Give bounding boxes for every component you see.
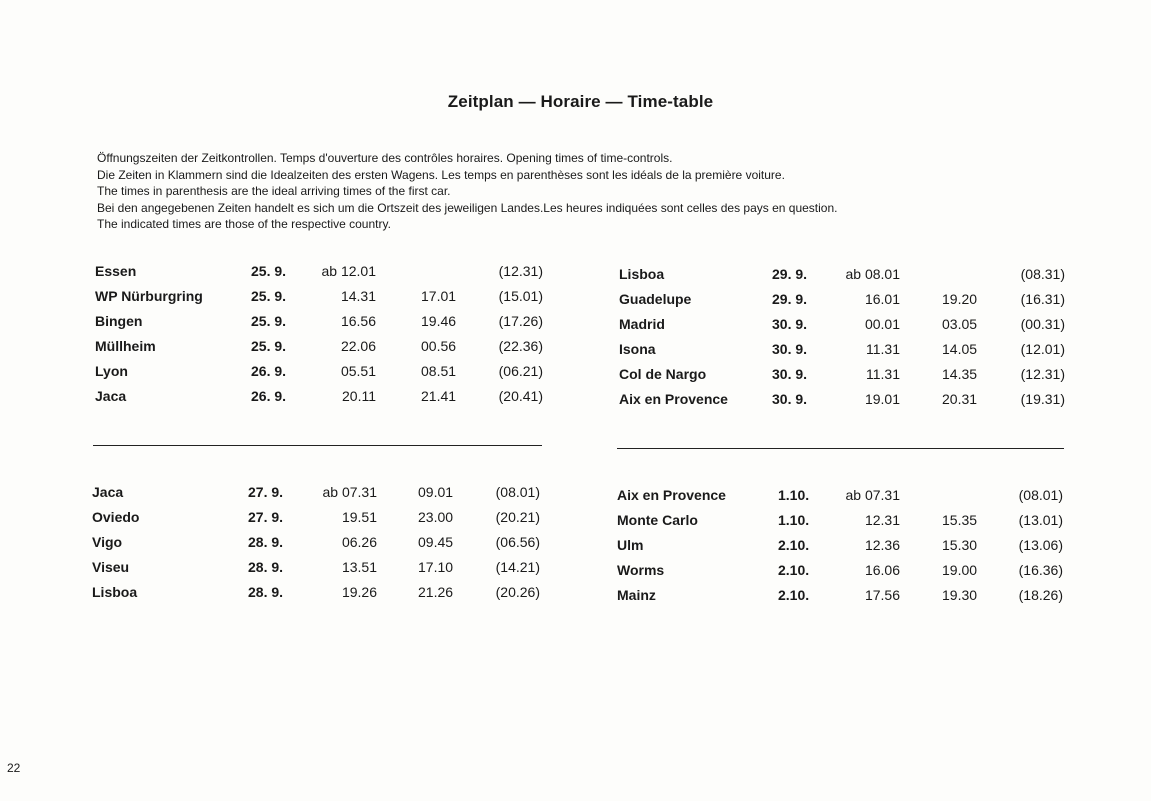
place-name: Lisboa — [92, 584, 138, 600]
date: 28. 9. — [248, 559, 284, 575]
close-time: 15.35 — [942, 512, 978, 528]
place-name: Guadelupe — [619, 291, 692, 307]
place-name: Worms — [617, 562, 665, 578]
ideal-time: (12.31) — [498, 263, 543, 279]
timetable-bottom-left — [92, 484, 552, 609]
ideal-time: (20.26) — [495, 584, 540, 600]
date: 25. 9. — [251, 263, 287, 279]
place-name: Müllheim — [95, 338, 156, 354]
ideal-time: (08.01) — [495, 484, 540, 500]
timetable-bottom-right — [617, 487, 1077, 612]
open-time: 13.51 — [341, 559, 377, 575]
date: 2.10. — [778, 537, 810, 553]
table-row — [617, 537, 1077, 562]
table-row — [92, 584, 552, 609]
table-row — [95, 263, 555, 288]
place-name: Jaca — [92, 484, 124, 500]
ideal-time: (13.06) — [1018, 537, 1063, 553]
table-row — [95, 363, 555, 388]
open-time: 11.31 — [866, 366, 900, 382]
close-time: 19.20 — [942, 291, 978, 307]
place-name: Col de Nargo — [619, 366, 707, 382]
close-time: 21.41 — [421, 388, 457, 404]
intro-line: Die Zeiten in Klammern sind die Idealzeiten des ersten Wagens. Les temps en parenthèses sont les idéals de la première voiture. — [97, 167, 785, 182]
date: 28. 9. — [248, 534, 284, 550]
ideal-time: (19.31) — [1020, 391, 1065, 407]
date: 30. 9. — [772, 341, 808, 357]
table-row — [617, 587, 1077, 612]
place-name: Ulm — [617, 537, 644, 553]
table-row — [95, 388, 555, 413]
ideal-time: (20.21) — [495, 509, 540, 525]
close-time: 14.05 — [942, 341, 978, 357]
close-time: 09.45 — [418, 534, 454, 550]
ideal-time: (12.01) — [1020, 341, 1065, 357]
date: 25. 9. — [251, 288, 287, 304]
place-name: Aix en Provence — [619, 391, 728, 407]
close-time: 17.01 — [421, 288, 457, 304]
date: 2.10. — [778, 562, 810, 578]
open-time: 19.26 — [341, 584, 377, 600]
close-time: 19.00 — [942, 562, 978, 578]
open-time: 14.31 — [340, 288, 376, 304]
timetable-top-right — [619, 266, 1079, 416]
date: 27. 9. — [248, 484, 284, 500]
page-title: Zeitplan — Horaire — Time-table — [447, 92, 714, 111]
place-name: Madrid — [619, 316, 665, 332]
table-row — [92, 534, 552, 559]
table-row — [95, 338, 555, 363]
date: 26. 9. — [251, 363, 287, 379]
open-time: 19.51 — [341, 509, 377, 525]
ideal-time: (20.41) — [498, 388, 543, 404]
place-name: Essen — [95, 263, 137, 279]
date: 30. 9. — [772, 316, 808, 332]
close-time: 20.31 — [942, 391, 978, 407]
divider-right — [617, 448, 1064, 449]
place-name: Isona — [619, 341, 656, 357]
place-name: Jaca — [95, 388, 127, 404]
date: 29. 9. — [772, 266, 808, 282]
intro-line: Bei den angegebenen Zeiten handelt es sich um die Ortszeit des jeweiligen Landes.Les heures indiquées sont celles des pays en question. — [97, 200, 838, 215]
close-time: 19.46 — [421, 313, 457, 329]
ideal-time: (00.31) — [1020, 316, 1065, 332]
intro-line: Öffnungszeiten der Zeitkontrollen. Temps d'ouverture des contrôles horaires. Opening times of time-controls. — [97, 151, 673, 165]
table-row — [617, 512, 1077, 537]
ideal-time: (13.01) — [1018, 512, 1063, 528]
ideal-time: (08.01) — [1018, 487, 1063, 503]
intro-line: The times in parenthesis are the ideal arriving times of the first car. — [97, 184, 451, 198]
table-row — [619, 316, 1079, 341]
open-time: ab 07.31 — [322, 484, 377, 500]
timetable-top-left — [95, 263, 555, 413]
table-row — [619, 291, 1079, 316]
date: 1.10. — [778, 512, 810, 528]
place-name: WP Nürburgring — [95, 288, 203, 304]
close-time: 09.01 — [418, 484, 454, 500]
place-name: Lisboa — [619, 266, 665, 282]
intro-text — [97, 150, 837, 233]
date: 26. 9. — [251, 388, 287, 404]
table-row — [92, 509, 552, 534]
place-name: Vigo — [92, 534, 123, 550]
ideal-time: (08.31) — [1020, 266, 1065, 282]
date: 25. 9. — [251, 338, 287, 354]
date: 29. 9. — [772, 291, 808, 307]
close-time: 19.30 — [942, 587, 978, 603]
table-row — [95, 288, 555, 313]
close-time: 00.56 — [421, 338, 457, 354]
intro-line: The indicated times are those of the respective country. — [97, 217, 391, 231]
table-row — [92, 484, 552, 509]
open-time: 05.51 — [340, 363, 376, 379]
close-time: 03.05 — [942, 316, 978, 332]
table-row — [619, 366, 1079, 391]
open-time: 19.01 — [864, 391, 900, 407]
open-time: ab 08.01 — [845, 266, 900, 282]
open-time: ab 12.01 — [321, 263, 376, 279]
open-time: 12.31 — [864, 512, 900, 528]
open-time: 16.56 — [340, 313, 376, 329]
close-time: 08.51 — [421, 363, 457, 379]
place-name: Lyon — [95, 363, 128, 379]
ideal-time: (14.21) — [495, 559, 540, 575]
table-row — [617, 487, 1077, 512]
place-name: Bingen — [95, 313, 143, 329]
place-name: Monte Carlo — [617, 512, 698, 528]
ideal-time: (18.26) — [1018, 587, 1063, 603]
table-row — [95, 313, 555, 338]
close-time: 21.26 — [418, 584, 454, 600]
close-time: 23.00 — [418, 509, 454, 525]
place-name: Aix en Provence — [617, 487, 726, 503]
table-row — [619, 341, 1079, 366]
open-time: 17.56 — [864, 587, 900, 603]
table-row — [619, 391, 1079, 416]
open-time: 00.01 — [864, 316, 900, 332]
close-time: 15.30 — [942, 537, 978, 553]
place-name: Viseu — [92, 559, 130, 575]
ideal-time: (12.31) — [1020, 366, 1065, 382]
date: 28. 9. — [248, 584, 284, 600]
ideal-time: (06.56) — [495, 534, 540, 550]
open-time: 12.36 — [864, 537, 900, 553]
open-time: ab 07.31 — [845, 487, 900, 503]
table-row — [92, 559, 552, 584]
close-time: 14.35 — [942, 366, 978, 382]
table-row — [617, 562, 1077, 587]
open-time: 06.26 — [341, 534, 377, 550]
date: 1.10. — [778, 487, 810, 503]
open-time: 22.06 — [340, 338, 376, 354]
ideal-time: (15.01) — [498, 288, 543, 304]
open-time: 16.06 — [864, 562, 900, 578]
date: 25. 9. — [251, 313, 287, 329]
date: 27. 9. — [248, 509, 284, 525]
page-number: 22 — [7, 761, 21, 775]
open-time: 16.01 — [864, 291, 900, 307]
open-time: 20.11 — [342, 388, 376, 404]
close-time: 17.10 — [418, 559, 454, 575]
open-time: 11.31 — [866, 341, 900, 357]
ideal-time: (22.36) — [498, 338, 543, 354]
ideal-time: (17.26) — [498, 313, 543, 329]
ideal-time: (16.36) — [1018, 562, 1063, 578]
date: 2.10. — [778, 587, 810, 603]
date: 30. 9. — [772, 366, 808, 382]
divider-left — [93, 445, 542, 446]
ideal-time: (06.21) — [498, 363, 543, 379]
place-name: Oviedo — [92, 509, 140, 525]
date: 30. 9. — [772, 391, 808, 407]
table-row — [619, 266, 1079, 291]
ideal-time: (16.31) — [1020, 291, 1065, 307]
place-name: Mainz — [617, 587, 656, 603]
